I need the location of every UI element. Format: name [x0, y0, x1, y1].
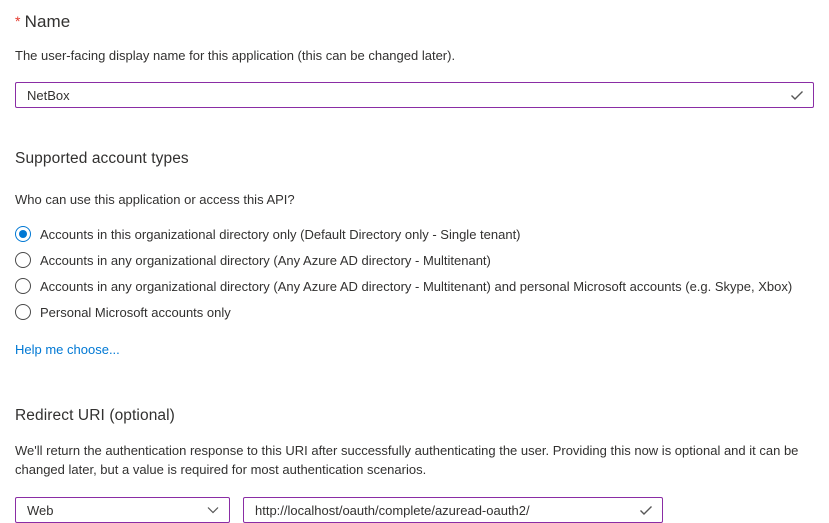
help-me-choose-link[interactable]: Help me choose...	[15, 342, 120, 357]
platform-select[interactable]	[15, 497, 230, 523]
radio-label: Accounts in any organizational directory (Any Azure AD directory - Multitenant) and personal Microsoft accounts (e.g. Skype, Xbox)	[40, 278, 793, 294]
radio-button-icon	[15, 278, 31, 294]
required-asterisk: *	[15, 13, 21, 29]
radio-button-icon	[15, 304, 31, 320]
radio-multitenant-personal[interactable]	[15, 273, 814, 299]
redirect-uri-value: http://localhost/oauth/complete/azuread-oauth2/	[255, 502, 530, 518]
redirect-uri-section	[15, 407, 814, 523]
redirect-uri-input[interactable]	[243, 497, 663, 523]
name-description: The user-facing display name for this application (this can be changed later).	[15, 48, 456, 63]
redirect-uri-heading: Redirect URI (optional)	[15, 407, 175, 424]
account-types-question: Who can use this application or access this API?	[15, 192, 295, 207]
redirect-uri-row	[15, 497, 814, 523]
radio-button-icon	[15, 226, 31, 242]
radio-personal-only[interactable]	[15, 299, 814, 325]
radio-button-icon	[15, 252, 31, 268]
radio-label: Personal Microsoft accounts only	[40, 304, 231, 320]
valid-checkmark-icon	[789, 87, 805, 103]
radio-label: Accounts in this organizational directory only (Default Directory only - Single tenant)	[40, 226, 521, 242]
name-input[interactable]	[15, 82, 814, 108]
radio-multitenant[interactable]	[15, 247, 814, 273]
account-types-heading: Supported account types	[15, 150, 189, 167]
account-types-radio-group	[15, 221, 814, 325]
account-types-section	[15, 150, 814, 359]
redirect-uri-description: We'll return the authentication response to this URI after successfully authenticating the user. Providing this now is optional and it can be changed later, but a value is required for most authentication scenarios.	[15, 443, 799, 477]
platform-select-value: Web	[27, 502, 54, 518]
name-label: Name	[24, 12, 71, 31]
radio-label: Accounts in any organizational directory (Any Azure AD directory - Multitenant)	[40, 252, 491, 268]
radio-single-tenant[interactable]	[15, 221, 814, 247]
name-input-value: NetBox	[27, 87, 70, 103]
name-section-heading	[15, 12, 814, 32]
